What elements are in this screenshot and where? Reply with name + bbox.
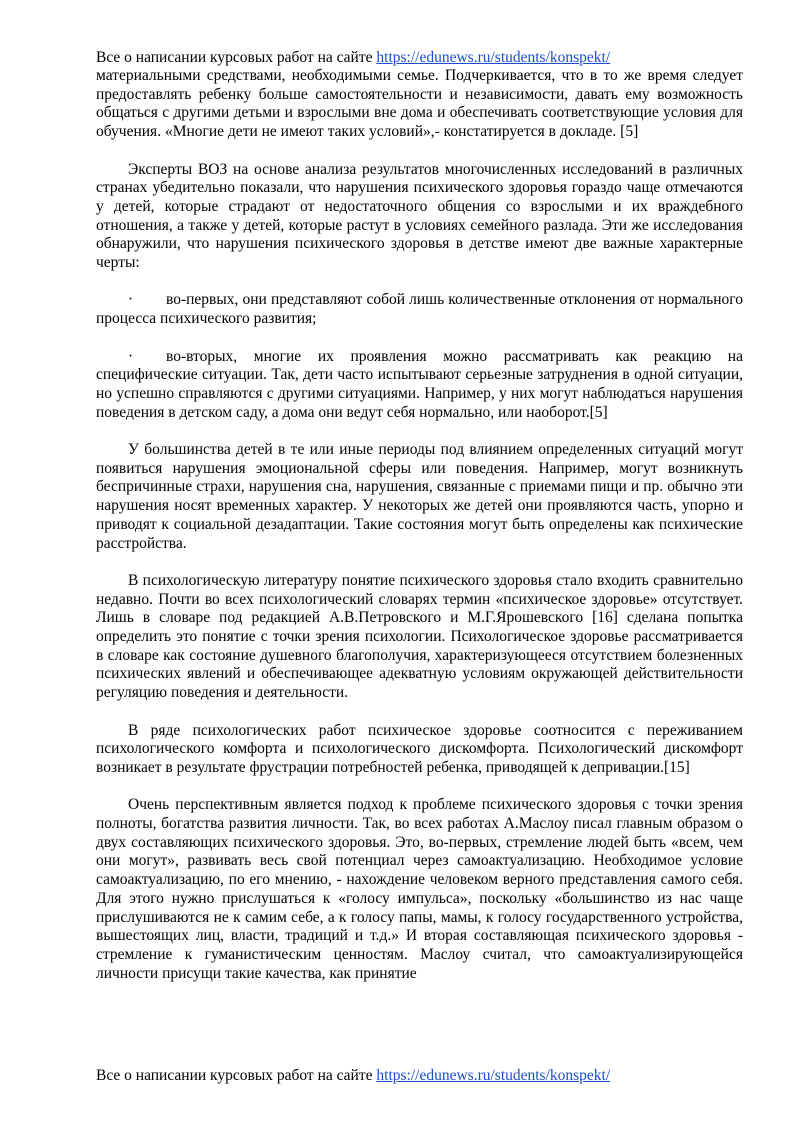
list-item-text: во-вторых, многие их проявления можно рассматривать как реакцию на специфические ситуации. Так, дети часто испытывают серьезные затруднения в одной ситуации, но успешно справляются с другими ситуациями. Например, у них могут наблюдаться нарушения поведения в детском саду, а дома они ведут себя нормально, или наоборот.[5] bbox=[96, 347, 743, 421]
paragraph-continuation: материальными средствами, необходимыми семье. Подчеркивается, что в то же время следует предоставлять ребенку больше самостоятельности и независимости, давать ему возможность общаться с другими детьми и взрослыми вне дома и обеспечивать соответствующие условия для обучения. «Многие дети не имеют таких условий»,- констатируется в докладе. [5] bbox=[96, 67, 743, 141]
page-header bbox=[96, 48, 610, 67]
header-link[interactable]: https://edunews.ru/students/konspekt/ bbox=[376, 49, 611, 66]
bullet-marker: · bbox=[128, 347, 134, 365]
list-item bbox=[96, 291, 743, 328]
footer-link[interactable]: https://edunews.ru/students/konspekt/ bbox=[376, 1067, 611, 1084]
page-footer bbox=[96, 1066, 610, 1085]
document-body bbox=[96, 67, 743, 1002]
paragraph-emotional-disorders: У большинства детей в те или иные периоды под влиянием определенных ситуаций могут появиться нарушения эмоциональной сферы или поведения. Например, могут возникнуть беспричинные страхи, нарушения сна, нарушения, связанные с приемами пищи и пр. обычно эти нарушения носят временных характер. У некоторых же детей они проявляются часть, упорно и приводят к социальной дезадаптации. Такие состояния могут быть определены как психические расстройства. bbox=[96, 441, 743, 552]
header-text: Все о написании курсовых работ на сайте bbox=[96, 49, 377, 66]
paragraph-maslow: Очень перспективным является подход к проблеме психического здоровья с точки зрения полноты, богатства развития личности. Так, во всех работах А.Маслоу писал главным образом о двух составляющих психического здоровья. Это, во-первых, стремление людей быть «всем, чем они могут», развивать весь свой потенциал через самоактуализацию. Необходимое условие самоактуализацию, по его мнению, - нахождение человеком верного представления самого себя. Для этого нужно прислушаться к «голосу импульса», поскольку «большинство из нас чаще прислушиваются не к самим себе, а к голосу папы, мамы, к голосу государственного устройства, вышестоящих лиц, власти, традиций и т.д.» И вторая составляющая психического здоровья - стремление к гуманистическим ценностям. Маслоу считал, что самоактуализирующейся личности присущи такие качества, как принятие bbox=[96, 796, 743, 982]
paragraph-who-experts: Эксперты ВОЗ на основе анализа результатов многочисленных исследований в различных странах убедительно показали, что нарушения психического здоровья гораздо чаще отмечаются у детей, которые страдают от недостаточного общения со взрослыми и их враждебного отношения, а также у детей, которые растут в условиях семейного разлада. Эти же исследования обнаружили, что нарушения психического здоровья в детстве имеют две важные характерные черты: bbox=[96, 160, 743, 272]
paragraph-psych-literature: В психологическую литературу понятие психического здоровья стало входить сравнительно недавно. Почти во всех психологический словарях термин «психическое здоровье» отсутствует. Лишь в словаре под редакцией А.В.Петровского и М.Г.Ярошевского [16] сделана попытка определить это понятие с точки зрения психологии. Психологическое здоровье рассматривается в словаре как состояние душевного благополучия, характеризующееся отсутствием болезненных психических явлений и обеспечивающее адекватную условиям окружающей действительности регуляцию поведения и деятельности. bbox=[96, 571, 743, 702]
footer-text: Все о написании курсовых работ на сайте bbox=[96, 1067, 377, 1084]
list-item-text: во-первых, они представляют собой лишь количественные отклонения от нормального процесса психического развития; bbox=[96, 291, 743, 328]
list-item bbox=[96, 348, 743, 423]
bullet-marker: · bbox=[128, 291, 134, 309]
paragraph-comfort: В ряде психологических работ психическое здоровье соотносится с переживанием психологического комфорта и психологического дискомфорта. Психологический дискомфорт возникает в результате фрустрации потребностей ребенка, приводящей к депривации.[15] bbox=[96, 721, 743, 776]
